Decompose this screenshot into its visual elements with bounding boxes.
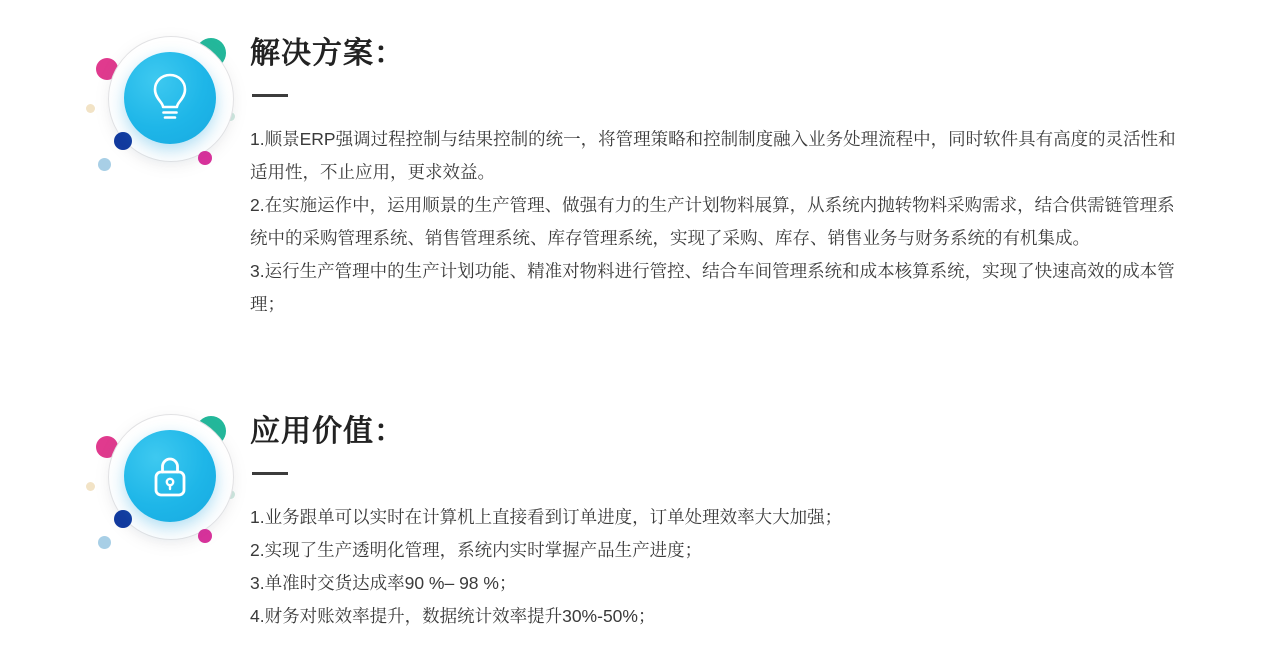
section-body-value xyxy=(250,501,1190,633)
decorative-dot-magenta xyxy=(198,529,212,543)
paragraph: 3.单准时交货达成率90 %– 98 %； xyxy=(250,573,517,593)
icon-disc-solution xyxy=(124,52,216,144)
content-solution xyxy=(250,14,1210,321)
paragraph: 4.财务对账效率提升，数据统计效率提升30%-50%； xyxy=(250,606,656,626)
section-heading-value: 应用价值： xyxy=(250,415,405,448)
paragraph: 1.顺景ERP强调过程控制与结果控制的统一，将管理策略和控制制度融入业务处理流程中，同时软件具有高度的灵活性和适用性，不止应用，更求效益。 xyxy=(250,129,1176,182)
section-body-solution xyxy=(250,123,1190,321)
paragraph: 2.在实施运作中，运用顺景的生产管理、做强有力的生产计划物料展算，从系统内抛转物料采购需求，结合供需链管理系统中的采购管理系统、销售管理系统、库存管理系统，实现了采购、库存、销售业务与财务系统的有机集成。 xyxy=(250,195,1175,248)
section-value xyxy=(0,392,1210,633)
heading-rule xyxy=(252,472,288,475)
lock-icon xyxy=(149,452,191,500)
decorative-dot-navy xyxy=(114,510,132,528)
icon-cluster-solution xyxy=(0,14,250,189)
paragraph: 2.实现了生产透明化管理，系统内实时掌握产品生产进度； xyxy=(250,540,703,560)
content-value xyxy=(250,392,1210,633)
paragraph: 3.运行生产管理中的生产计划功能、精准对物料进行管控、结合车间管理系统和成本核算系统，实现了快速高效的成本管理； xyxy=(250,261,1175,314)
icon-disc-value xyxy=(124,430,216,522)
lightbulb-icon xyxy=(147,71,193,125)
icon-cluster-value xyxy=(0,392,250,567)
decorative-dot-magenta xyxy=(198,151,212,165)
decorative-dot-cream xyxy=(86,104,95,113)
decorative-dot-navy xyxy=(114,132,132,150)
decorative-dot-sky xyxy=(98,158,111,171)
paragraph: 1.业务跟单可以实时在计算机上直接看到订单进度，订单处理效率大大加强； xyxy=(250,507,843,527)
section-heading-solution: 解决方案： xyxy=(250,37,405,70)
decorative-dot-sky xyxy=(98,536,111,549)
decorative-dot-cream xyxy=(86,482,95,491)
section-solution xyxy=(0,14,1210,321)
heading-rule xyxy=(252,94,288,97)
